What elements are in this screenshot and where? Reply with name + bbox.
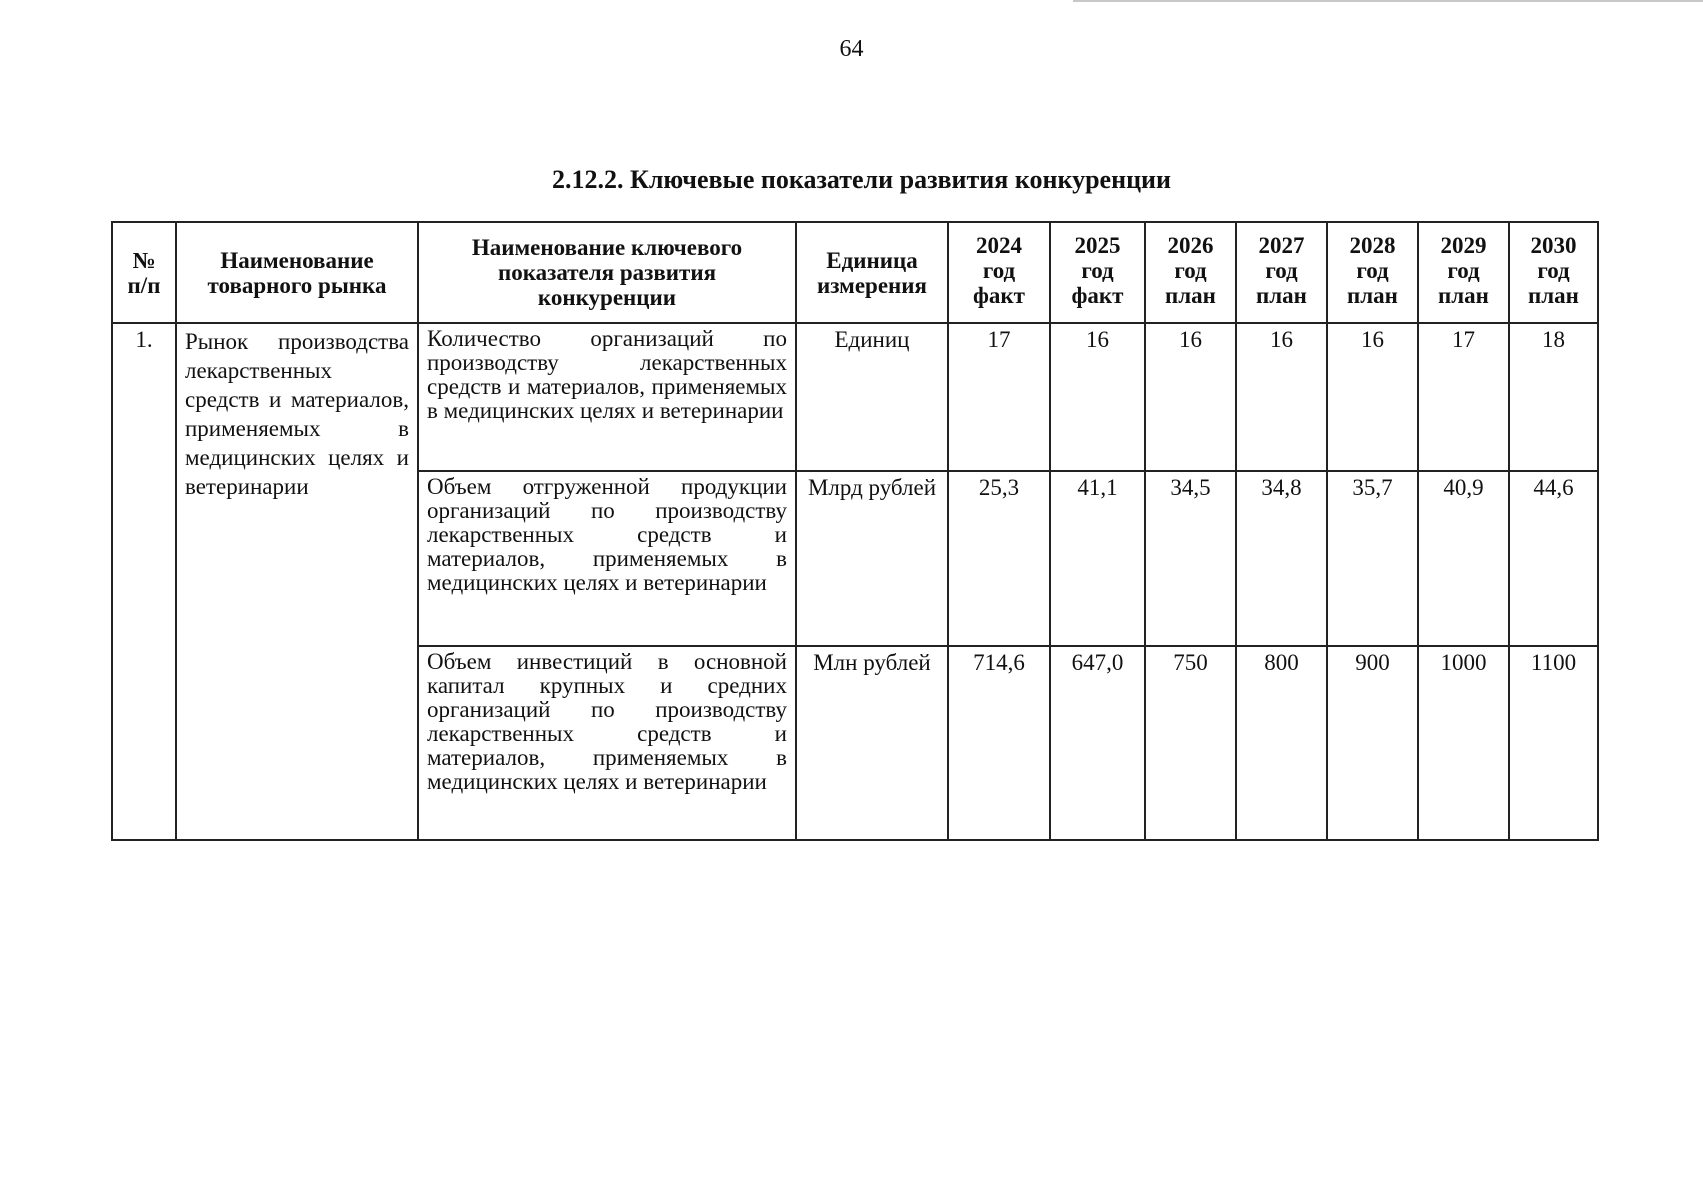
indicator-name: Объем отгруженной продукции организаций по производству лекарственных средств и материалов, применяемых в медицинских целях и ветеринарии <box>418 471 796 646</box>
header-year-2025 <box>1050 222 1145 323</box>
year-label: 2029 <box>1440 233 1487 258</box>
value-cell-2024: 25,3 <box>948 471 1050 646</box>
row-number: 1. <box>112 323 176 840</box>
value-cell-2026: 34,5 <box>1145 471 1236 646</box>
value-cell-2029: 17 <box>1418 323 1509 471</box>
value-cell-2030: 18 <box>1509 323 1598 471</box>
value-cell-2025: 647,0 <box>1050 646 1145 840</box>
value-cell-2024: 17 <box>948 323 1050 471</box>
table-row <box>112 323 1598 471</box>
header-year-2026 <box>1145 222 1236 323</box>
market-name: Рынок производства лекарственных средств и материалов, применяемых в медицинских целях и ветеринарии <box>176 323 418 840</box>
value-cell-2027: 800 <box>1236 646 1327 840</box>
header-indicator: Наименование ключевого показателя развития конкуренции <box>418 222 796 323</box>
table-header-row <box>112 222 1598 323</box>
year-word: год <box>1265 258 1298 283</box>
year-status: план <box>1256 283 1307 308</box>
header-market: Наименование товарного рынка <box>176 222 418 323</box>
value-cell-2029: 1000 <box>1418 646 1509 840</box>
year-status: план <box>1528 283 1579 308</box>
scan-edge-line <box>1073 0 1703 2</box>
header-num: № п/п <box>112 222 176 323</box>
year-label: 2030 <box>1530 233 1577 258</box>
year-word: год <box>1447 258 1480 283</box>
year-label: 2025 <box>1074 233 1121 258</box>
key-indicators-table <box>111 221 1599 841</box>
year-status: план <box>1347 283 1398 308</box>
value-cell-2026: 16 <box>1145 323 1236 471</box>
value-cell-2027: 34,8 <box>1236 471 1327 646</box>
year-status: факт <box>973 283 1025 308</box>
section-title: 2.12.2. Ключевые показатели развития конкуренции <box>551 165 1172 194</box>
year-label: 2027 <box>1258 233 1305 258</box>
year-status: факт <box>1071 283 1124 308</box>
value-cell-2030: 44,6 <box>1509 471 1598 646</box>
indicator-name: Количество организаций по производству лекарственных средств и материалов, применяемых в медицинских целях и ветеринарии <box>418 323 796 471</box>
header-year-2027 <box>1236 222 1327 323</box>
year-status: план <box>1165 283 1216 308</box>
page-number: 64 <box>839 36 864 62</box>
value-cell-2025: 16 <box>1050 323 1145 471</box>
value-cell-2030: 1100 <box>1509 646 1598 840</box>
year-word: год <box>1174 258 1207 283</box>
year-label: 2026 <box>1167 233 1214 258</box>
value-cell-2024: 714,6 <box>948 646 1050 840</box>
header-year-2030 <box>1509 222 1598 323</box>
value-cell-2028: 16 <box>1327 323 1418 471</box>
year-status: план <box>1438 283 1489 308</box>
value-cell-2026: 750 <box>1145 646 1236 840</box>
indicator-name: Объем инвестиций в основной капитал крупных и средних организаций по производству лекарственных средств и материалов, применяемых в медицинских целях и ветеринарии <box>418 646 796 840</box>
value-cell-2027: 16 <box>1236 323 1327 471</box>
year-word: год <box>1356 258 1389 283</box>
year-word: год <box>1081 258 1114 283</box>
year-label: 2028 <box>1349 233 1396 258</box>
header-year-2024 <box>948 222 1050 323</box>
header-year-2028 <box>1327 222 1418 323</box>
header-year-2029 <box>1418 222 1509 323</box>
value-cell-2025: 41,1 <box>1050 471 1145 646</box>
unit-cell: Единиц <box>796 323 948 471</box>
year-word: год <box>982 258 1016 283</box>
value-cell-2029: 40,9 <box>1418 471 1509 646</box>
header-unit: Единица измерения <box>796 222 948 323</box>
unit-cell: Млн рублей <box>796 646 948 840</box>
unit-cell: Млрд рублей <box>796 471 948 646</box>
value-cell-2028: 900 <box>1327 646 1418 840</box>
year-word: год <box>1537 258 1570 283</box>
value-cell-2028: 35,7 <box>1327 471 1418 646</box>
year-label: 2024 <box>976 233 1022 258</box>
